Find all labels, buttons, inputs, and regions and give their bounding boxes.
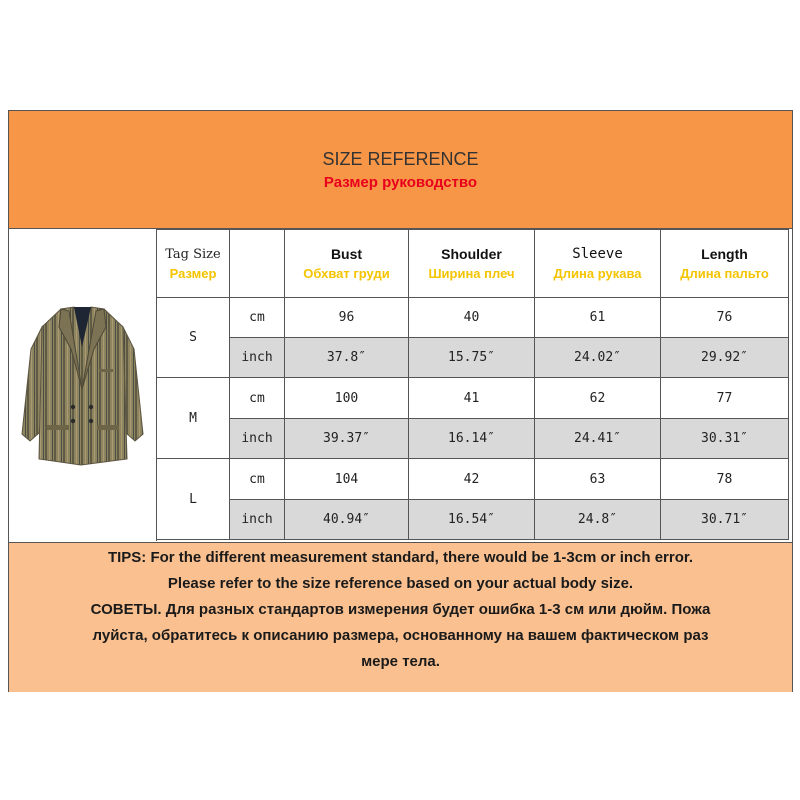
tips-line: мере тела. (361, 653, 440, 670)
size-cell-m: M (157, 378, 230, 459)
table-row (157, 338, 789, 378)
size-cell-s: S (157, 298, 230, 378)
value-cell: 30.31″ (661, 419, 789, 459)
size-chart-header (9, 111, 792, 229)
value-cell: 63 (535, 459, 661, 500)
value-cell: 62 (535, 378, 661, 419)
table-row (157, 298, 789, 338)
unit-header (230, 230, 285, 298)
value-cell: 77 (661, 378, 789, 419)
unit-inch: inch (230, 419, 285, 459)
table-row (157, 419, 789, 459)
value-cell: 37.8″ (285, 338, 409, 378)
tips-line: Please refer to the size reference based on your actual body size. (167, 575, 634, 592)
column-header-sleeve: Sleeve Длина рукава (535, 230, 661, 298)
value-cell: 40 (409, 298, 535, 338)
value-cell: 16.14″ (409, 419, 535, 459)
tips-line: СОВЕТЫ. Для разных стандартов измерения будет ошибка 1-3 см или дюйм. Пожа (90, 601, 711, 618)
value-cell: 42 (409, 459, 535, 500)
unit-inch: inch (230, 500, 285, 540)
blazer-icon (9, 229, 156, 541)
value-cell: 29.92″ (661, 338, 789, 378)
table-header-row (157, 230, 789, 298)
table-row (157, 378, 789, 419)
value-cell: 39.37″ (285, 419, 409, 459)
column-header-length: Length Длина пальто (661, 230, 789, 298)
value-cell: 100 (285, 378, 409, 419)
product-image (9, 229, 157, 541)
value-cell: 15.75″ (409, 338, 535, 378)
unit-cm: cm (230, 298, 285, 338)
unit-cm: cm (230, 378, 285, 419)
value-cell: 76 (661, 298, 789, 338)
value-cell: 104 (285, 459, 409, 500)
value-cell: 41 (409, 378, 535, 419)
title-en: SIZE REFERENCE (322, 149, 479, 169)
value-cell: 30.71″ (661, 500, 789, 540)
value-cell: 96 (285, 298, 409, 338)
value-cell: 24.02″ (535, 338, 661, 378)
tips-section (9, 542, 792, 692)
unit-inch: inch (230, 338, 285, 378)
size-chart (8, 110, 793, 692)
tag-size-header: Tag Size Размер (157, 230, 230, 298)
tips-line: TIPS: For the different measurement standard, there would be 1-3cm or inch error. (107, 549, 694, 566)
value-cell: 78 (661, 459, 789, 500)
size-cell-l: L (157, 459, 230, 540)
table-row (157, 459, 789, 500)
size-table (156, 229, 789, 540)
table-row (157, 500, 789, 540)
column-header-shoulder: Shoulder Ширина плеч (409, 230, 535, 298)
title-ru: Размер руководство (323, 174, 478, 191)
value-cell: 24.41″ (535, 419, 661, 459)
column-header-bust: Bust Обхват груди (285, 230, 409, 298)
tips-line: луйста, обратитесь к описанию размера, основанному на вашем фактическом раз (92, 627, 709, 644)
value-cell: 24.8″ (535, 500, 661, 540)
value-cell: 40.94″ (285, 500, 409, 540)
value-cell: 61 (535, 298, 661, 338)
value-cell: 16.54″ (409, 500, 535, 540)
unit-cm: cm (230, 459, 285, 500)
